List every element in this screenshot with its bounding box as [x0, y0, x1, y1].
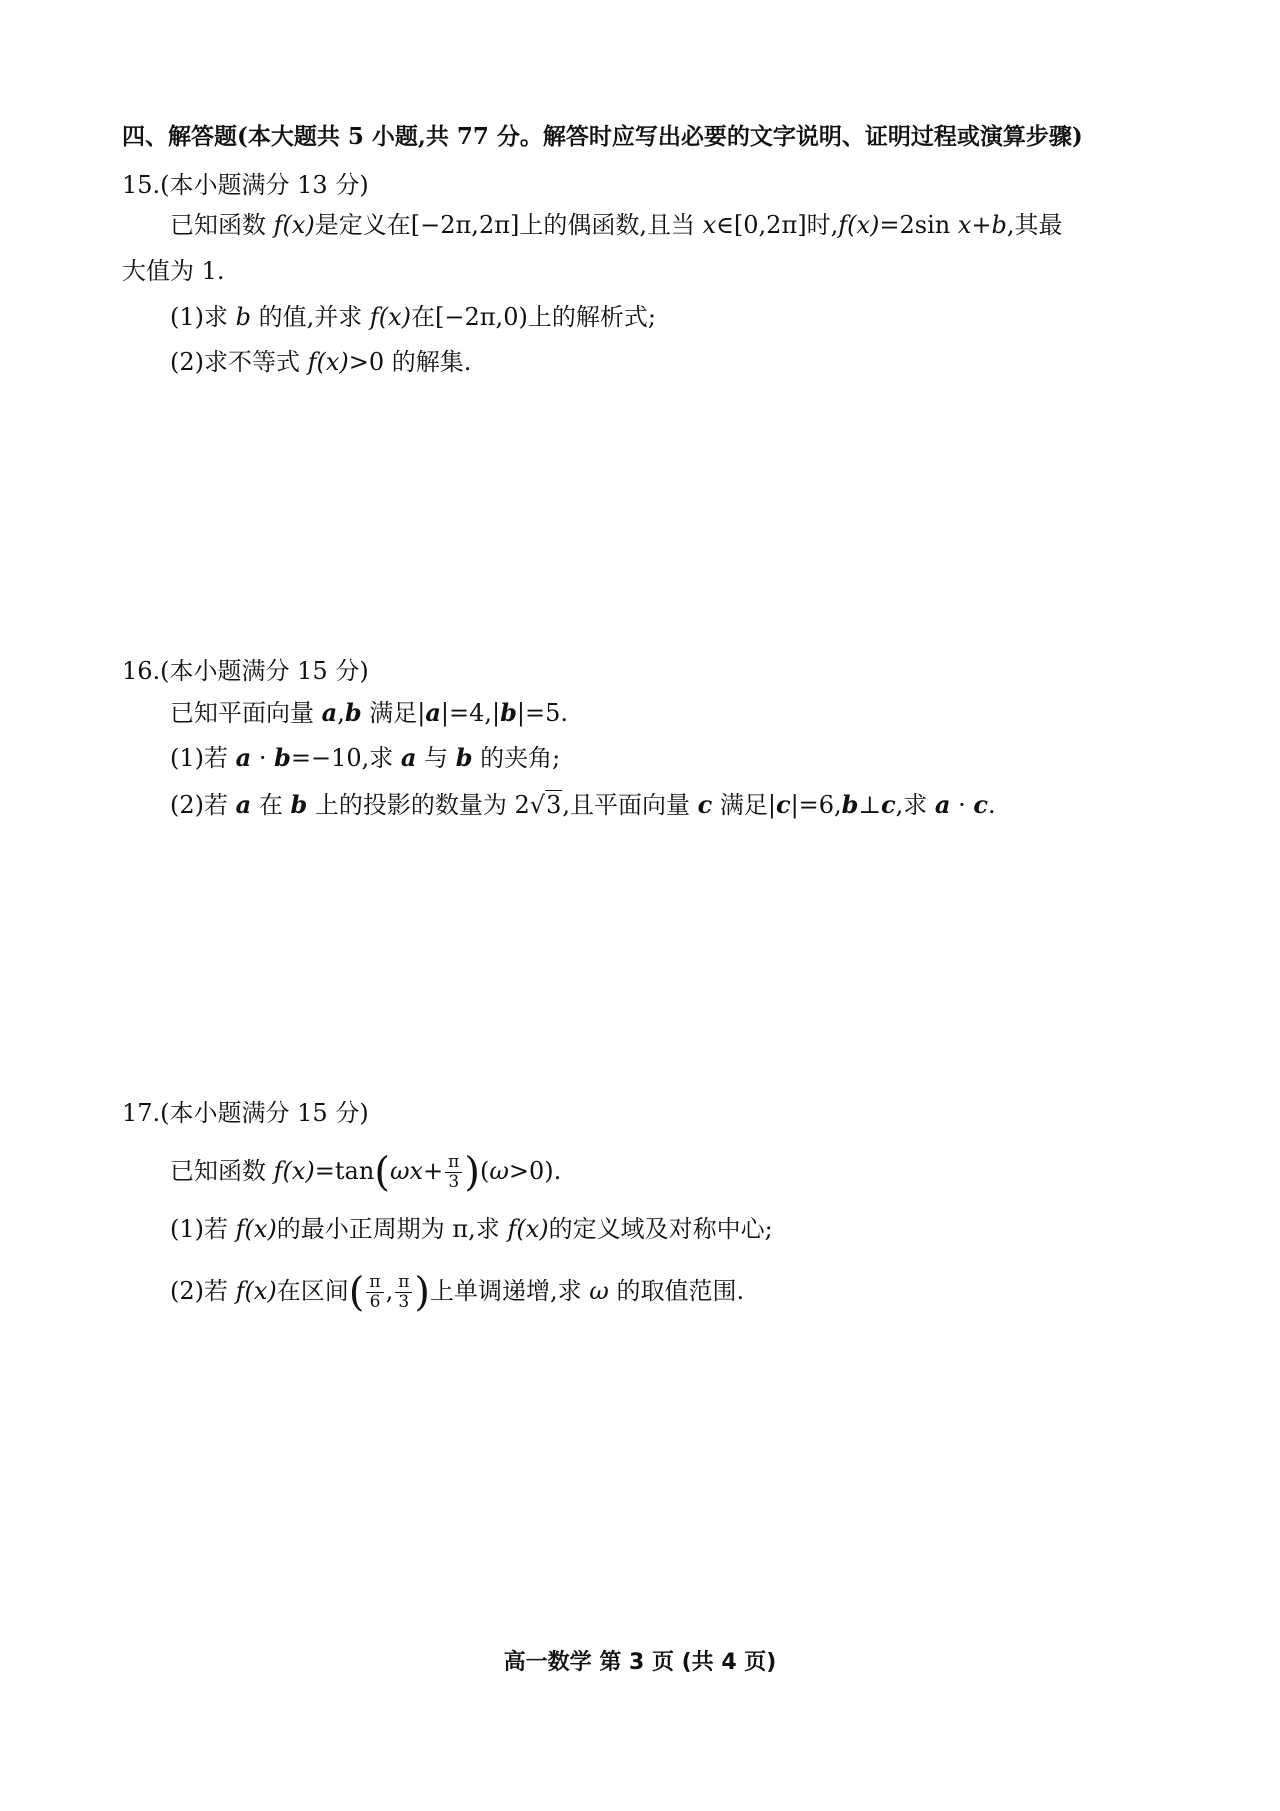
q15-stem-line2: 大值为 1. [122, 257, 225, 285]
q15-stem-line1: 已知函数 f(x)是定义在[−2π,2π]上的偶函数,且当 x∈[0,2π]时,f(x)=2sin x+b,其最 [170, 211, 1063, 239]
q15-header: 15.(本小题满分 13 分) [122, 171, 369, 199]
q17-part2: (2)若 f(x)在区间( $\frac{\pi}{6}$ , $\frac{\pi}{3}$ )上单调递增,求 ω 的取值范围. [170, 1269, 745, 1316]
q16-header: 16.(本小题满分 15 分) [122, 657, 369, 685]
paren-open: ( [348, 1269, 365, 1316]
section-title: 四、解答题(本大题共 5 小题,共 77 分。解答时应写出必要的文字说明、证明过程或演算步骤) [122, 123, 1083, 150]
q16-stem: 已知平面向量 a,b 满足|a|=4,|b|=5. [170, 698, 568, 727]
paren-close: ) [414, 1269, 431, 1316]
q15-part2: (2)求不等式 f(x)>0 的解集. [170, 348, 472, 376]
q16-part1: (1)若 a · b=−10,求 a 与 b 的夹角; [170, 743, 561, 772]
q17-part1: (1)若 f(x)的最小正周期为 π,求 f(x)的定义域及对称中心; [170, 1215, 773, 1243]
q16-part2: (2)若 a 在 b 上的投影的数量为 2√3,且平面向量 c 满足|c|=6,b⊥c,求 a · c. [170, 790, 996, 819]
page-footer: 高一数学 第 3 页 (共 4 页) [503, 1650, 777, 1675]
paren-open: ( [374, 1149, 390, 1196]
q15-part1: (1)求 b 的值,并求 f(x)在[−2π,0)上的解析式; [170, 303, 656, 331]
sqrt-symbol: √3 [529, 791, 562, 819]
fraction-pi-3: $\frac{\pi}{3}$ [395, 1273, 412, 1312]
paren-close: ) [464, 1149, 480, 1196]
fraction-pi-6: $\frac{\pi}{6}$ [366, 1273, 383, 1312]
fraction-pi-3: $\frac{\pi}{3}$ [445, 1153, 462, 1192]
q17-stem: 已知函数 f(x)=tan(ωx+ $\frac{\pi}{3}$ )(ω>0). [170, 1149, 562, 1196]
q17-header: 17.(本小题满分 15 分) [122, 1099, 369, 1127]
